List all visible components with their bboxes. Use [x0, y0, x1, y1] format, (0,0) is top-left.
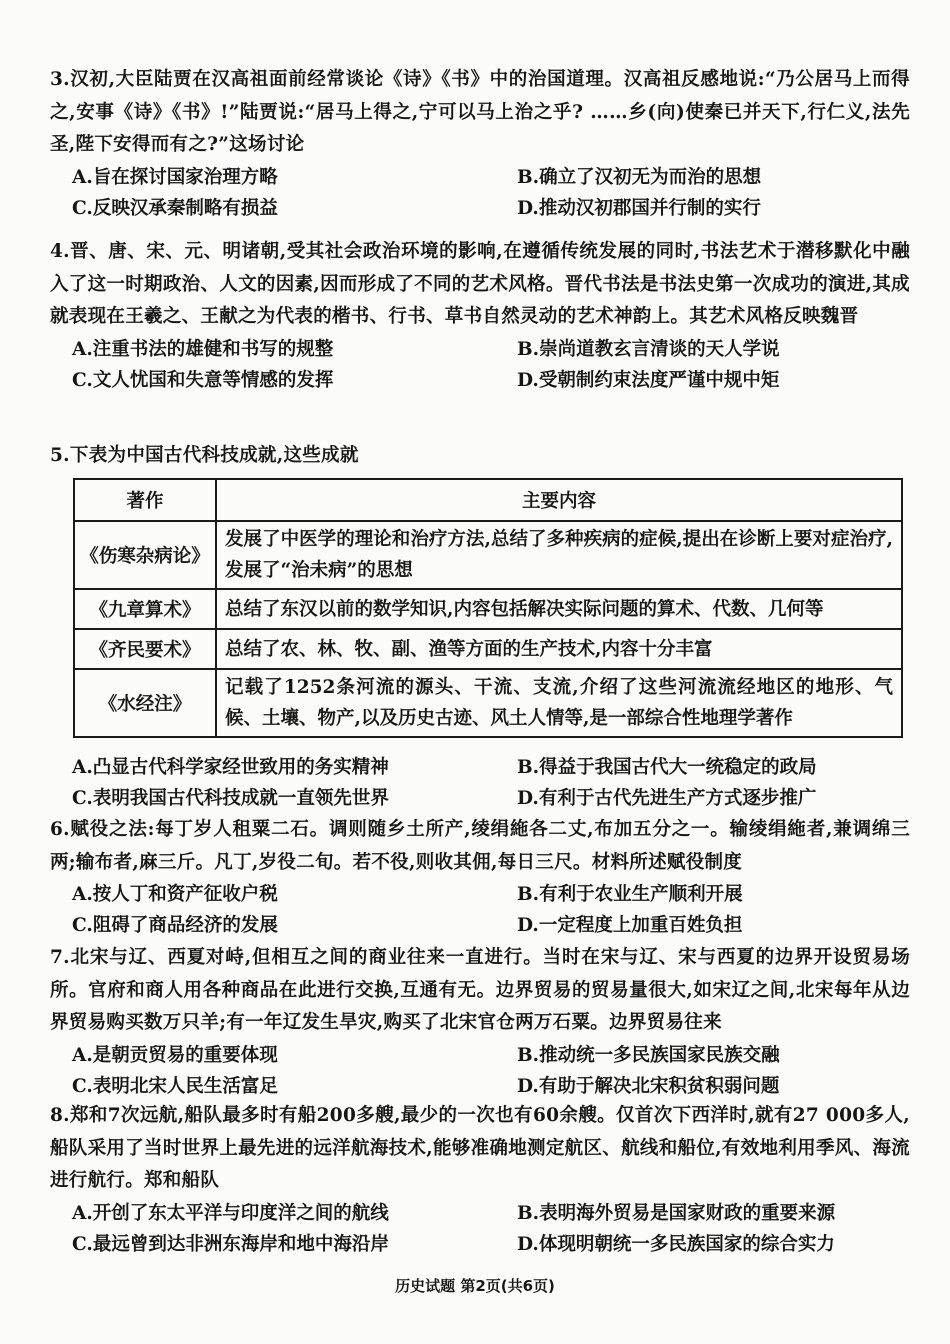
option-d[interactable]: D.有助于解决北宋积贫积弱问题	[517, 1075, 780, 1097]
question-3	[50, 64, 910, 224]
option-b[interactable]: B.确立了汉初无为而治的思想	[517, 166, 762, 188]
table-header: 著作	[74, 479, 216, 521]
table-cell-content: 总结了农、林、牧、副、渔等方面的生产技术,内容十分丰富	[216, 629, 902, 669]
question-8	[50, 1100, 910, 1260]
question-5	[50, 440, 910, 473]
question-stem: 8.郑和7次远航,船队最多时有船200多艘,最少的一次也有60余艘。仅首次下西洋时,就有27 000多人,船队采用了当时世界上最先进的远洋航海技术,能够准确地测定航区、航线和船位,有效地利用季风、海流进行航行。郑和船队	[50, 1105, 910, 1191]
option-a[interactable]: A.按人丁和资产征收户税	[72, 884, 278, 905]
option-d[interactable]: D.一定程度上加重百姓负担	[517, 915, 743, 936]
question-stem: 3.汉初,大臣陆贾在汉高祖面前经常谈论《诗》《书》中的治国道理。汉高祖反感地说:“乃公居马上而得之,安事《诗》《书》!”陆贾说:“居马上得之,宁可以马上治之乎? ……乡(向)使秦已并天下,行仁义,法先圣,陛下安得而有之?”这场讨论	[50, 69, 910, 155]
option-a[interactable]: A.注重书法的雄健和书写的规整	[72, 338, 334, 360]
options	[72, 752, 910, 814]
option-d[interactable]: D.体现明朝统一多民族国家的综合实力	[517, 1233, 835, 1255]
question-4	[50, 236, 910, 396]
table-row	[74, 589, 902, 629]
table-cell-book: 《伤寒杂病论》	[74, 521, 216, 589]
option-a[interactable]: A.开创了东太平洋与印度洋之间的航线	[72, 1202, 389, 1224]
science-table	[73, 478, 903, 738]
option-d[interactable]: D.有利于古代先进生产方式逐步推广	[517, 788, 817, 809]
option-b[interactable]: B.得益于我国古代大一统稳定的政局	[517, 757, 817, 778]
option-b[interactable]: B.有利于农业生产顺利开展	[517, 884, 743, 905]
table-cell-book: 《齐民要术》	[74, 629, 216, 669]
options	[72, 1040, 910, 1102]
table-cell-book: 《九章算术》	[74, 589, 216, 629]
option-c[interactable]: C.文人忧国和失意等情感的发挥	[72, 369, 334, 391]
option-d[interactable]: D.受朝制约束法度严谨中规中矩	[517, 369, 780, 391]
table-cell-content: 总结了东汉以前的数学知识,内容包括解决实际问题的算术、代数、几何等	[216, 589, 902, 629]
options	[72, 334, 910, 396]
table-cell-content: 记载了1252条河流的源头、干流、支流,介绍了这些河流流经地区的地形、气候、土壤、物产,以及历史古迹、风土人情等,是一部综合性地理学著作	[216, 669, 902, 737]
question-stem: 6.赋役之法:每丁岁人租粟二石。调则随乡土所产,绫绢絁各二丈,布加五分之一。输绫绢絁者,兼调绵三两;输布者,麻三斤。凡丁,岁役二旬。若不役,则收其佣,每日三尺。材料所述赋役制度	[50, 819, 910, 873]
option-c[interactable]: C.表明我国古代科技成就一直领先世界	[72, 788, 389, 809]
option-b[interactable]: B.崇尚道教玄言清谈的天人学说	[517, 338, 780, 360]
table-header: 主要内容	[216, 479, 902, 521]
question-stem: 4.晋、唐、宋、元、明诸朝,受其社会政治环境的影响,在遵循传统发展的同时,书法艺术于潜移默化中融入了这一时期政治、人文的因素,因而形成了不同的艺术风格。晋代书法是书法史第一次成功的演进,其成就表现在王羲之、王献之为代表的楷书、行书、草书自然灵动的艺术神韵上。其艺术风格反映魏晋	[50, 241, 910, 327]
option-c[interactable]: C.阻碍了商品经济的发展	[72, 915, 278, 936]
table-row	[74, 521, 902, 589]
option-c[interactable]: C.最远曾到达非洲东海岸和地中海沿岸	[72, 1233, 389, 1255]
options	[72, 879, 910, 941]
question-7	[50, 942, 910, 1102]
option-c[interactable]: C.表明北宋人民生活富足	[72, 1075, 278, 1097]
option-a[interactable]: A.是朝贡贸易的重要体现	[72, 1044, 278, 1066]
question-6	[50, 814, 910, 941]
options	[72, 162, 910, 224]
option-a[interactable]: A.旨在探讨国家治理方略	[72, 166, 278, 188]
table-row	[74, 669, 902, 737]
question-5-options	[50, 752, 910, 814]
table-row	[74, 629, 902, 669]
table-cell-content: 发展了中医学的理论和治疗方法,总结了多种疾病的症候,提出在诊断上要对症治疗,发展了“治未病”的思想	[216, 521, 902, 589]
option-b[interactable]: B.表明海外贸易是国家财政的重要来源	[517, 1202, 836, 1224]
option-c[interactable]: C.反映汉承秦制略有损益	[72, 197, 278, 219]
options	[72, 1198, 910, 1260]
option-d[interactable]: D.推动汉初郡国并行制的实行	[517, 197, 761, 219]
question-stem: 5.下表为中国古代科技成就,这些成就	[50, 445, 359, 466]
option-b[interactable]: B.推动统一多民族国家民族交融	[517, 1044, 780, 1066]
page-footer: 历史试题 第2页(共6页)	[395, 1277, 555, 1295]
table-header-row	[74, 479, 902, 521]
table-cell-book: 《水经注》	[74, 669, 216, 737]
question-stem: 7.北宋与辽、西夏对峙,但相互之间的商业往来一直进行。当时在宋与辽、宋与西夏的边界开设贸易场所。官府和商人用各种商品在此进行交换,互通有无。边界贸易的贸易量很大,如宋辽之间,北宋每年从边界贸易购买数万只羊;有一年辽发生旱灾,购买了北宋官仓两万石粟。边界贸易往来	[50, 947, 910, 1033]
option-a[interactable]: A.凸显古代科学家经世致用的务实精神	[72, 757, 389, 778]
